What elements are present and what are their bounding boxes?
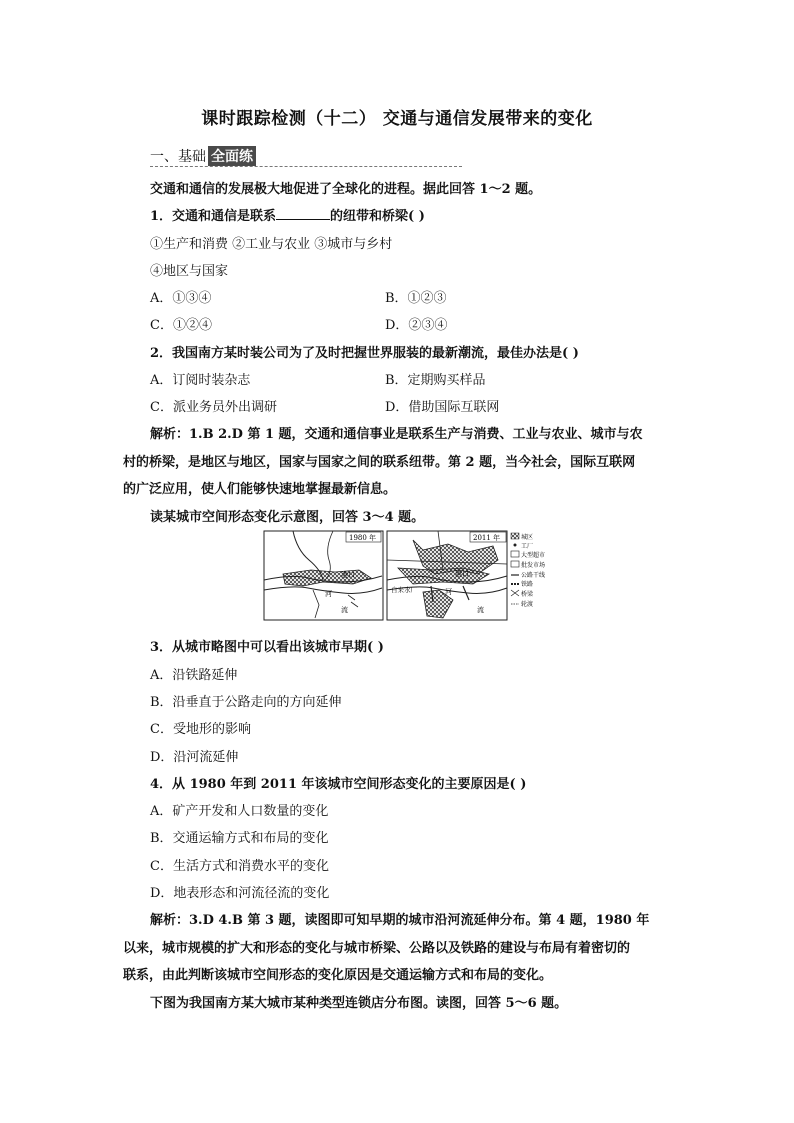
q1-stem-a: 1．交通和通信是联系 [150, 209, 277, 224]
q1-items-2: ④地区与国家 [150, 264, 229, 279]
q1-option-c: C．①②④ [150, 318, 212, 333]
q1-stem [150, 205, 425, 224]
intro-1-2: 交通和通信的发展极大地促进了全球化的进程。据此回答 1～2 题。 [150, 182, 542, 197]
q1-blank [276, 207, 330, 220]
legend-0: 城区 [521, 534, 534, 541]
legend-4: 公路干线 [521, 572, 546, 579]
map-river-label-left-b: 流 [341, 606, 348, 614]
legend-7: 轮渡 [521, 601, 534, 608]
page-title: 课时跟踪检测（十二） 交通与通信发展带来的变化 [201, 109, 593, 129]
q4-option-c: C．生活方式和消费水平的变化 [150, 859, 329, 874]
analysis-2-line-3: 联系，由此判断该城市空间形态的变化原因是交通运输方式和布局的变化。 [123, 968, 553, 983]
city-form-map [263, 530, 548, 622]
intro-3-4: 读某城市空间形态变化示意图，回答 3～4 题。 [150, 510, 425, 525]
legend-3: 批发市场 [521, 562, 546, 569]
q3-option-d: D．沿河流延伸 [150, 750, 239, 765]
legend-2: 大型超市 [521, 552, 546, 559]
map-port-label-left: 港口 [341, 571, 355, 579]
map-factory-label: 自来水厂 [391, 586, 417, 594]
map-river-label-left-a: 河 [325, 590, 332, 598]
q1-items-1: ①生产和消费 ②工业与农业 ③城市与乡村 [150, 237, 393, 252]
q4-option-a: A．矿产开发和人口数量的变化 [150, 804, 329, 819]
q3-option-a: A．沿铁路延伸 [150, 668, 238, 683]
map-river-label-right-a: 河 [445, 588, 452, 596]
q1-option-b: B．①②③ [385, 291, 447, 306]
section-prefix: 一、基础 [150, 149, 206, 165]
legend-5: 铁路 [521, 581, 534, 588]
legend-6: 桥梁 [521, 591, 534, 598]
q2-option-d: D．借助国际互联网 [385, 400, 500, 415]
q3-option-b: B．沿垂直于公路走向的方向延伸 [150, 695, 342, 710]
map-year-1980: 1980 年 [349, 534, 377, 542]
q3-option-c: C．受地形的影响 [150, 722, 251, 737]
q2-option-a: A．订阅时装杂志 [150, 373, 251, 388]
analysis-1-line-3: 的广泛应用，使人们能够快速地掌握最新信息。 [123, 482, 397, 497]
q4-option-d: D．地表形态和河流径流的变化 [150, 886, 330, 901]
q1-option-a: A．①③④ [150, 291, 212, 306]
q2-stem: 2．我国南方某时装公司为了及时把握世界服装的最新潮流，最佳办法是( ) [150, 346, 579, 361]
map-river-label-right-b: 流 [477, 606, 484, 614]
q1-stem-b: 的纽带和桥梁( ) [330, 209, 425, 224]
q3-stem: 3．从城市略图中可以看出该城市早期( ) [150, 640, 384, 655]
map-1980-panel [264, 531, 383, 620]
q2-option-b: B．定期购买样品 [385, 373, 486, 388]
q2-option-c: C．派业务员外出调研 [150, 400, 277, 415]
map-port-label-right: 港口 [455, 570, 469, 578]
section-heading [150, 146, 256, 166]
section-box: 全面练 [208, 146, 256, 166]
legend-1: 工厂 [521, 543, 534, 550]
q4-option-b: B．交通运输方式和布局的变化 [150, 831, 329, 846]
q1-option-d: D．②③④ [385, 318, 448, 333]
analysis-1-line-2: 村的桥梁，是地区与地区，国家与国家之间的联系纽带。第 2 题，当今社会，国际互联网 [123, 455, 636, 470]
map-year-2011: 2011 年 [473, 534, 501, 542]
intro-5-6: 下图为我国南方某大城市某种类型连锁店分布图。读图，回答 5～6 题。 [150, 996, 568, 1011]
analysis-1-line-1: 解析：1.B 2.D 第 1 题，交通和通信事业是联系生产与消费、工业与农业、城市与农 [150, 427, 643, 442]
analysis-2-line-2: 以来，城市规模的扩大和形态的变化与城市桥梁、公路以及铁路的建设与布局有着密切的 [123, 941, 631, 956]
map-legend [511, 533, 519, 604]
q4-stem: 4．从 1980 年到 2011 年该城市空间形态变化的主要原因是( ) [150, 777, 527, 792]
map-2011-panel [387, 531, 507, 620]
analysis-2-line-1: 解析：3.D 4.B 第 3 题，读图即可知早期的城市沿河流延伸分布。第 4 题，1980 年 [150, 913, 650, 928]
section-divider [150, 166, 462, 167]
